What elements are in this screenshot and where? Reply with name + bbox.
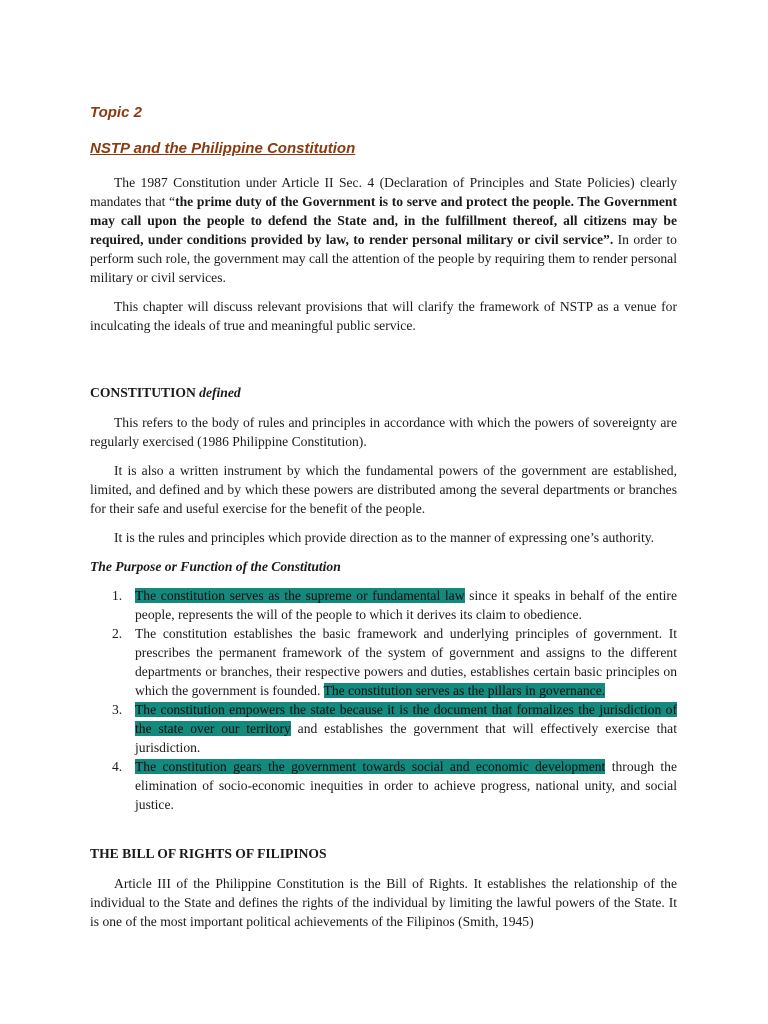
purpose-list — [90, 586, 677, 814]
purpose-item-3 — [90, 700, 677, 757]
spacer — [90, 814, 677, 844]
highlighted-text: The constitution empowers the state because it is the document that formalizes the jurisdiction of the state over our territory — [135, 702, 677, 736]
constitution-paragraph-2: It is also a written instrument by which the fundamental powers of the government are established, limited, and defined and by which these powers are distributed among the several departments or branches for their safe and useful exercise for the benefit of the people. — [90, 463, 677, 516]
highlighted-text: The constitution serves as the pillars in governance. — [323, 683, 606, 698]
list-number: 4. — [112, 759, 123, 774]
constitution-paragraph-1: This refers to the body of rules and principles in accordance with which the powers of sovereignty are regularly exercised (1986 Philippine Constitution). — [90, 415, 677, 449]
item-text: and establishes the government that will effectively exercise that jurisdiction. — [135, 721, 677, 755]
intro-p1-start: The 1987 Constitution under Article II Sec. 4 (Declaration of Principles and State Policies) clearly mandates that “ — [90, 175, 677, 209]
intro-paragraph-1 — [90, 173, 677, 287]
highlighted-text: The constitution gears the government towards social and economic development — [135, 759, 606, 774]
page-title: NSTP and the Philippine Constitution — [90, 140, 356, 157]
bill-of-rights-paragraph: Article III of the Philippine Constitution is the Bill of Rights. It establishes the relationship of the individual to the State and defines the rights of the individual by limiting the lawful powers of the State. It is one of the most important political achievements of the Filipinos (Smith, 1945) — [90, 876, 677, 929]
constitution-paragraph-3: It is the rules and principles which provide direction as to the manner of expressing one’s authority. — [114, 530, 655, 545]
purpose-heading: The Purpose or Function of the Constitution — [90, 559, 341, 574]
intro-p1-end: In order to perform such role, the government may call the attention of the people by requiring them to render personal military or civil services. — [90, 232, 677, 285]
item-text: through the elimination of socio-economic inequities in order to achieve progress, national unity, and social justice. — [135, 759, 677, 812]
spacer — [90, 863, 677, 874]
document-body — [90, 173, 677, 941]
purpose-item-4 — [90, 757, 677, 814]
constitution-heading-main: CONSTITUTION — [90, 385, 196, 400]
item-text: since it speaks in behalf of the entire people, represents the will of the people to which it derives its claim to obedience. — [135, 588, 677, 622]
item-text: The constitution establishes the basic framework and underlying principles of government. It prescribes the permanent framework of the system of government and assigns to the different departments or branches, their respective powers and duties, establishes certain basic principles on which the government is founded. — [135, 626, 677, 698]
intro-paragraph-2: This chapter will discuss relevant provisions that will clarify the framework of NSTP as a venue for inculcating the ideals of true and meaningful public service. — [90, 299, 677, 333]
spacer — [90, 402, 677, 413]
list-number: 1. — [112, 588, 123, 603]
intro-p1-quote: the prime duty of the Government is to serve and protect the people. The Government may call upon the people to defend the State and, in the fulfillment thereof, all citizens may be required, under conditions provided by law, to render personal military or civil service”. — [90, 194, 677, 247]
list-number: 2. — [112, 626, 123, 641]
section-heading-bill-of-rights: THE BILL OF RIGHTS OF FILIPINOS — [90, 846, 327, 861]
spacer — [90, 345, 677, 383]
highlighted-text: The constitution serves as the supreme or fundamental law — [135, 588, 465, 603]
section-heading-constitution — [90, 383, 677, 402]
purpose-item-1 — [90, 586, 677, 624]
topic-label: Topic 2 — [90, 104, 142, 121]
list-number: 3. — [112, 702, 123, 717]
purpose-item-2 — [90, 624, 677, 700]
constitution-heading-em: defined — [199, 385, 241, 400]
